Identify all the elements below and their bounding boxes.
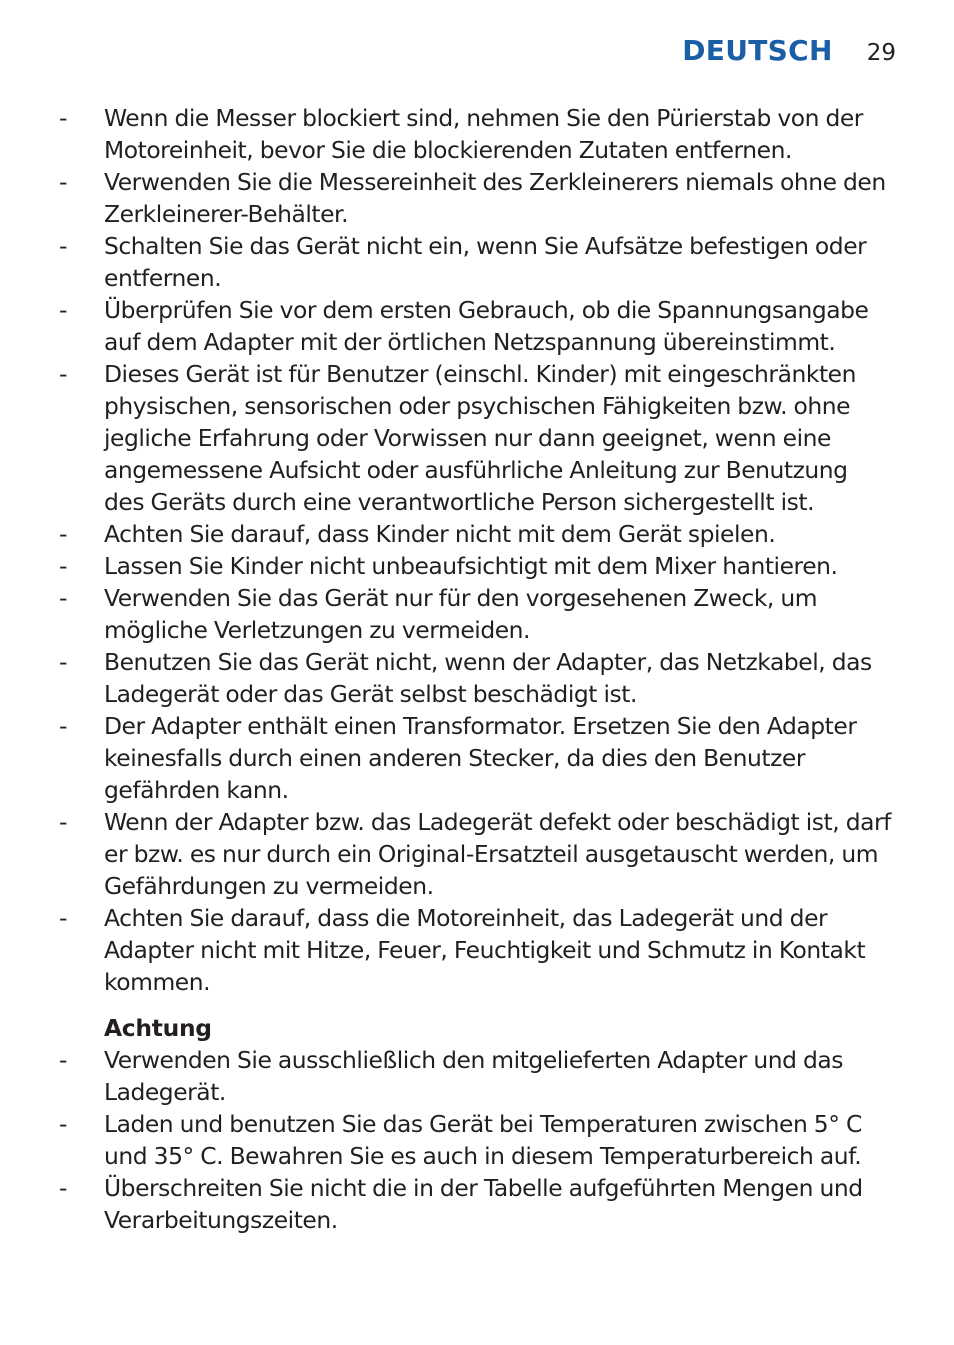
list-item-text: Laden und benutzen Sie das Gerät bei Temperaturen zwischen 5° C und 35° C. Bewahren Sie es auch in diesem Temperaturbereich auf. [104, 1110, 862, 1170]
bullet-dash: - [59, 104, 67, 132]
bullet-dash: - [59, 168, 67, 196]
bullet-dash: - [59, 808, 67, 836]
list-item [0, 1044, 894, 1108]
list-item [0, 358, 894, 518]
list-item [0, 646, 894, 710]
list-item-text: Verwenden Sie das Gerät nur für den vorgesehenen Zweck, um mögliche Verletzungen zu vermeiden. [104, 584, 818, 644]
list-item-text: Verwenden Sie ausschließlich den mitgelieferten Adapter und das Ladegerät. [104, 1046, 843, 1106]
list-item [0, 1108, 894, 1172]
list-item-text: Achten Sie darauf, dass Kinder nicht mit dem Gerät spielen. [104, 520, 776, 548]
list-item [0, 550, 894, 582]
list-item [0, 294, 894, 358]
list-item-text: Benutzen Sie das Gerät nicht, wenn der Adapter, das Netzkabel, das Ladegerät oder das Gerät selbst beschädigt ist. [104, 648, 872, 708]
language-title: DEUTSCH [682, 34, 833, 67]
list-item [0, 582, 894, 646]
list-item [0, 1172, 894, 1236]
list-item-text: Wenn der Adapter bzw. das Ladegerät defekt oder beschädigt ist, darf er bzw. es nur durch ein Original-Ersatzteil ausgetauscht werden, um Gefährdungen zu vermeiden. [104, 808, 891, 900]
bullet-dash: - [59, 712, 67, 740]
bullet-dash: - [59, 904, 67, 932]
list-item-text: Verwenden Sie die Messereinheit des Zerkleinerers niemals ohne den Zerkleinerer-Behälter. [104, 168, 886, 228]
list-item-text: Achten Sie darauf, dass die Motoreinheit, das Ladegerät und der Adapter nicht mit Hitze, Feuer, Feuchtigkeit und Schmutz in Kontakt kommen. [104, 904, 866, 996]
bullet-dash: - [59, 584, 67, 612]
bullet-dash: - [59, 648, 67, 676]
list-item [0, 518, 894, 550]
page-number: 29 [866, 40, 896, 66]
list-item-text: Überschreiten Sie nicht die in der Tabelle aufgeführten Mengen und Verarbeitungszeiten. [104, 1174, 863, 1234]
list-item-text: Lassen Sie Kinder nicht unbeaufsichtigt mit dem Mixer hantieren. [104, 552, 838, 580]
page-header [682, 34, 896, 67]
manual-content [0, 102, 954, 1236]
list-item-text: Überprüfen Sie vor dem ersten Gebrauch, ob die Spannungsangabe auf dem Adapter mit der örtlichen Netzspannung übereinstimmt. [104, 296, 869, 356]
list-item [0, 102, 894, 166]
list-item [0, 902, 894, 998]
bullet-dash: - [59, 232, 67, 260]
list-item-text: Der Adapter enthält einen Transformator. Ersetzen Sie den Adapter keinesfalls durch einen anderen Stecker, da dies den Benutzer gefährden kann. [104, 712, 857, 804]
list-item [0, 166, 894, 230]
bullet-dash: - [59, 520, 67, 548]
bullet-dash: - [59, 552, 67, 580]
list-item [0, 230, 894, 294]
caution-list [0, 1044, 954, 1236]
list-item-text: Schalten Sie das Gerät nicht ein, wenn Sie Aufsätze befestigen oder entfernen. [104, 232, 867, 292]
list-item-text: Wenn die Messer blockiert sind, nehmen Sie den Pürierstab von der Motoreinheit, bevor Sie die blockierenden Zutaten entfernen. [104, 104, 863, 164]
safety-list [0, 102, 954, 998]
caution-heading: Achtung [104, 1014, 212, 1042]
bullet-dash: - [59, 1046, 67, 1074]
bullet-dash: - [59, 360, 67, 388]
list-item [0, 806, 894, 902]
bullet-dash: - [59, 1174, 67, 1202]
list-item [0, 710, 894, 806]
bullet-dash: - [59, 1110, 67, 1138]
bullet-dash: - [59, 296, 67, 324]
list-item-text: Dieses Gerät ist für Benutzer (einschl. Kinder) mit eingeschränkten physischen, sensorischen oder psychischen Fähigkeiten bzw. ohne jegliche Erfahrung oder Vorwissen nur dann geeignet, wenn eine angemessene Aufsicht oder ausführliche Anleitung zur Benutzung des Geräts durch eine verantwortliche Person sichergestellt ist. [104, 360, 856, 516]
